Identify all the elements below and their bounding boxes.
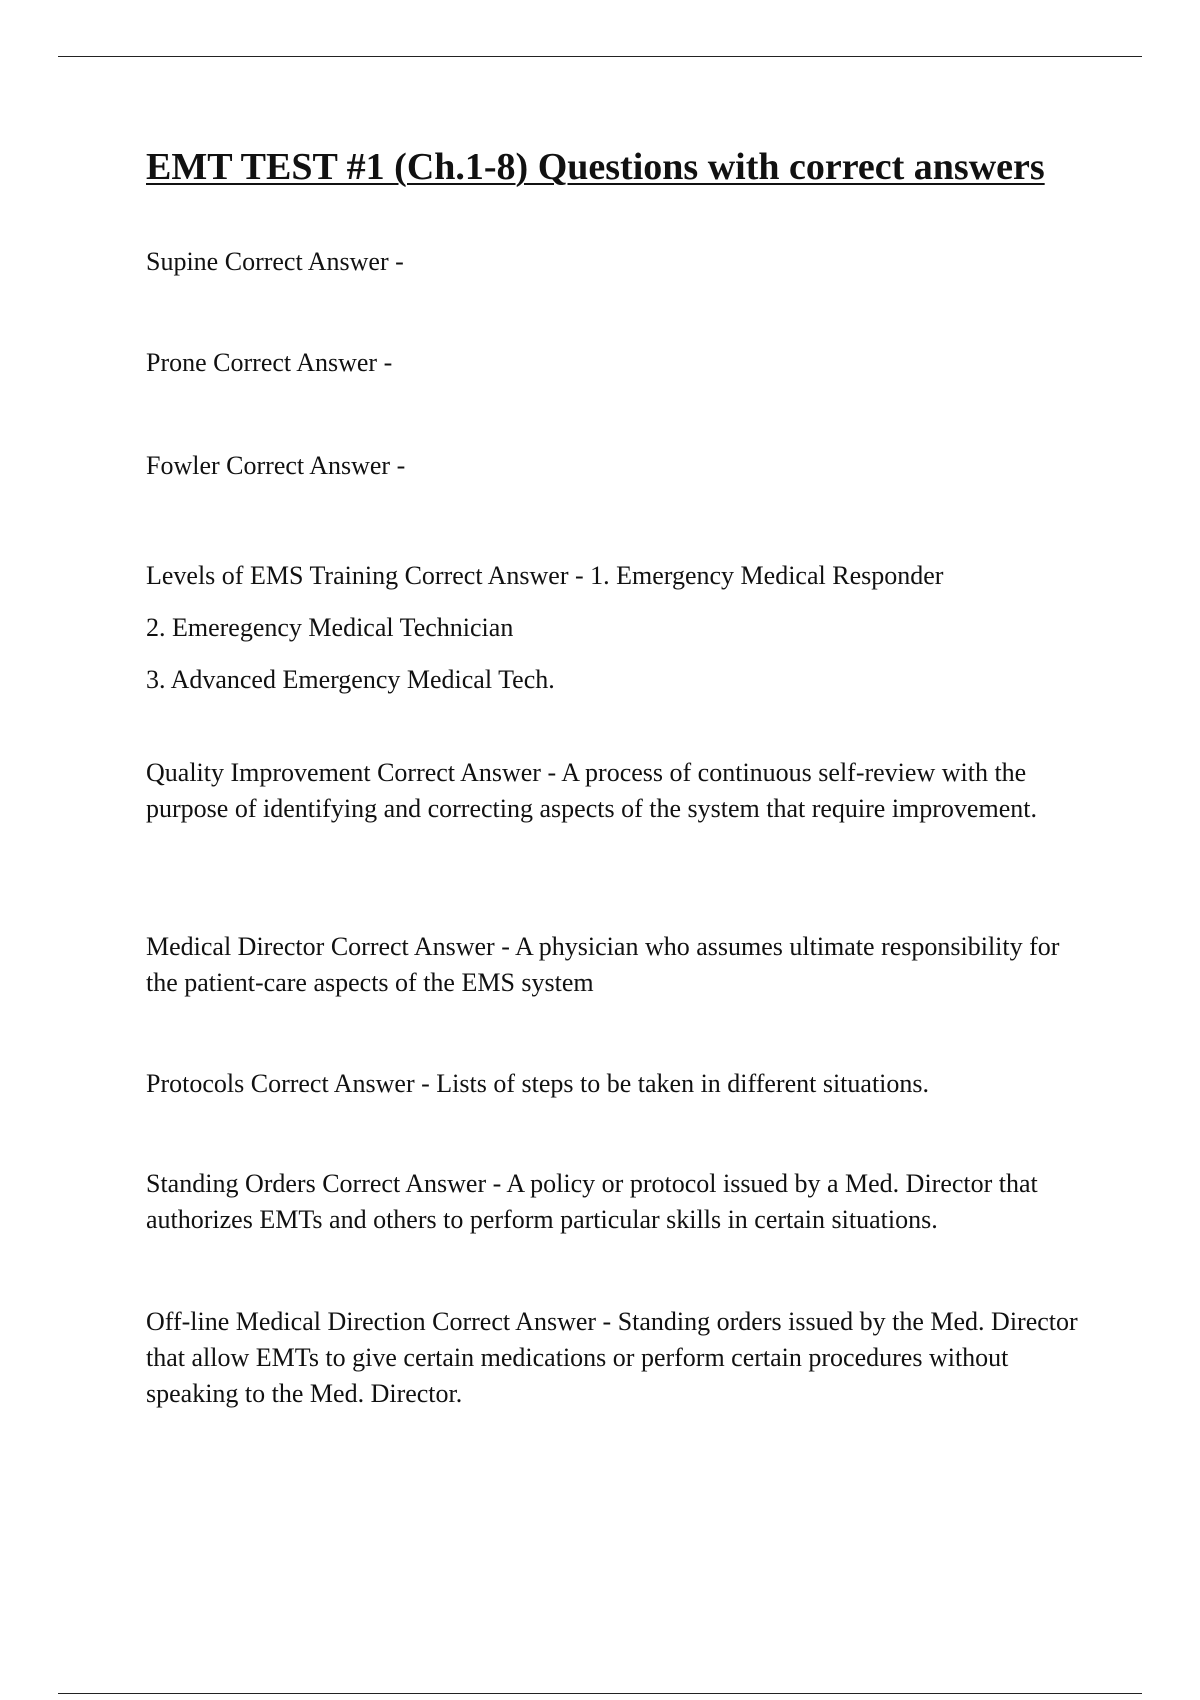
entry-term: Quality Improvement [146,758,371,787]
entry-separator: Correct Answer - [404,561,584,590]
document-title: EMT TEST #1 (Ch.1-8) Questions with correct answers [146,146,1045,188]
qa-entry-quality-improvement [146,755,1086,827]
entry-separator: Correct Answer - [250,1069,430,1098]
entry-term: Supine [146,247,219,276]
qa-entry-off-line-medical-direction [146,1304,1086,1412]
entry-separator: Correct Answer - [432,1307,612,1336]
entry-list-item: 2. Emeregency Medical Technician [146,613,514,642]
entry-term: Standing Orders [146,1169,316,1198]
entry-list-item: 3. Advanced Emergency Medical Tech. [146,665,555,694]
entry-first-line [146,550,1086,602]
entry-term: Levels of EMS Training [146,561,399,590]
entry-separator: Correct Answer - [226,451,406,480]
entry-term: Protocols [146,1069,245,1098]
entry-term: Fowler [146,451,220,480]
entry-answer: A physician who assumes ultimate responsibility for the patient-care aspects of the EMS system [146,932,1060,997]
qa-entry-protocols [146,1066,1086,1102]
qa-entry-levels-of-ems-training [146,550,1086,706]
entry-term: Medical Director [146,932,325,961]
entry-separator: Correct Answer - [377,758,557,787]
qa-entry-prone [146,345,1086,381]
qa-entry-standing-orders [146,1166,1086,1238]
entry-separator: Correct Answer - [213,348,393,377]
bottom-rule [58,1693,1142,1694]
qa-entry-supine [146,244,1086,280]
entry-answer: Lists of steps to be taken in different situations. [436,1069,930,1098]
entry-term: Prone [146,348,207,377]
top-rule [58,56,1142,57]
qa-entry-fowler [146,448,1086,484]
entry-separator: Correct Answer - [224,247,404,276]
qa-entry-medical-director [146,929,1086,1001]
entry-answer: A policy or protocol issued by a Med. Director that authorizes EMTs and others to perform particular skills in certain situations. [146,1169,1038,1234]
entry-answer: A process of continuous self-review with the purpose of identifying and correcting aspects of the system that require improvement. [146,758,1037,823]
entry-term: Off-line Medical Direction [146,1307,426,1336]
entry-separator: Correct Answer - [330,932,510,961]
entry-answer: 1. Emergency Medical Responder [590,561,944,590]
entry-answer: Standing orders issued by the Med. Director that allow EMTs to give certain medications or perform certain procedures without speaking to the Med. Director. [146,1307,1078,1408]
entry-separator: Correct Answer - [322,1169,502,1198]
